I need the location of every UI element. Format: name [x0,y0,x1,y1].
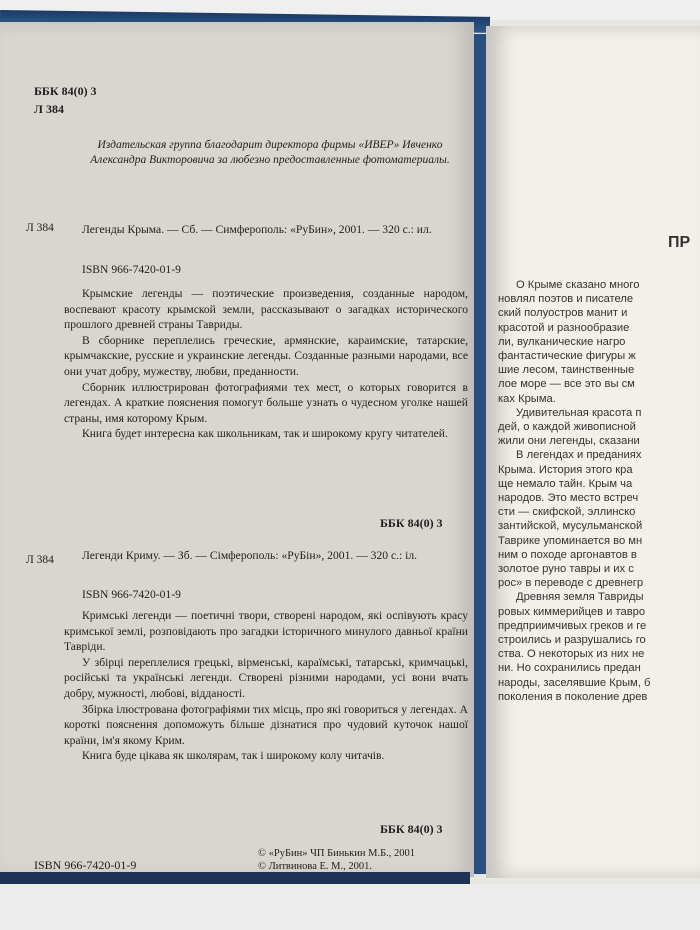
bbk-top: ББК 84(0) 3 [34,84,97,98]
ru-paragraph: В сборнике переплелись греческие, армянские, караимские, татарские, крымчакские, русские и украинские легенды. Созданные разными народами, все они учат добру, мужеству, любви, преданности. [64,333,468,378]
text-line: сти — скифской, эллинско [498,506,636,519]
text-line: фантастические фигуры ж [498,350,636,363]
background-bottom [0,884,700,930]
ua-paragraph: Кримські легенди — поетичні твори, створені народом, які оспівують красу кримської землі, розповідають про загадки історичного минулого давньої країни Тавріди. [64,609,468,654]
ru-paragraph: Книга будет интересна как школьникам, так и широкому кругу читателей. [82,427,448,441]
text-line: ли, вулканические нагро [498,335,626,348]
ua-annotation [64,608,468,764]
text-line: О Крыме сказано много [516,279,640,291]
ua-paragraph: У збірці переплелися грецькі, вірменські, караїмські, татарські, кримчацькі, російські та українські легенди. Створені різними народами, усі вони вчать добру, мужності, любові, вiдданості. [64,655,468,700]
text-line: Крыма. История этого кра [498,463,633,476]
text-line: золотое руно тавры и их с [498,563,634,576]
text-line: ках Крыма. [498,392,556,405]
copyright-line: © Литвинова Е. М., 2001. [258,860,372,872]
acknowledgment-note: Издательская группа благодарит директора фирмы «ИВЕР» Ивченко Александра Викторовича за любезно предоставленные фотоматериалы. [90,139,450,166]
text-line: В легендах и преданиях [516,449,642,462]
right-page-heading: ПР [668,234,691,251]
text-line: рос» в переводе с древнегр [498,577,644,590]
text-line: дей, о каждой живописной [498,421,636,434]
ru-isbn: ISBN 966-7420-01-9 [82,263,181,276]
text-line: ровых киммерийцев и тавро [498,605,646,618]
text-line: шие лесом, таинственные [498,364,635,377]
text-line: Древняя земля Тавриды [516,591,644,604]
text-line: жили они легенды, сказани [498,435,640,448]
ua-isbn: ISBN 966-7420-01-9 [82,588,181,601]
text-line: красотой и разнообразие [498,321,630,334]
ru-entry-code: Л 384 [26,222,54,234]
ua-entry-code: Л 384 [26,554,54,566]
ua-paragraph: Збірка ілюстрована фотографіями тих місць, про які говориться у легендах. А короткі пояснення допоможуть більше дізнатися про чудовий куточок нашої країни, ім'я якому Крим. [64,702,468,747]
text-line: зантийской, мусульманской [498,520,643,533]
ua-bbk: ББК 84(0) 3 [380,822,443,836]
text-line: поколения в поколение древ [498,690,648,703]
text-line: Удивительная красота п [516,406,642,419]
ua-paragraph: Книга буде цікава як школярам, так і широкому колу читачів. [82,749,385,763]
ru-bbk: ББК 84(0) 3 [380,516,443,530]
text-line: предприимчивых греков и ге [498,619,647,632]
ua-title-line: Легенди Криму. — Зб. — Сімферополь: «РуБін», 2001. — 320 с.: іл. [82,549,418,562]
text-line: строились и разрушались го [498,634,646,647]
right-page-text [498,278,650,704]
isbn-bottom: ISBN 966-7420-01-9 [34,858,137,872]
code-top: Л 384 [34,102,64,116]
text-line: народы, заселявшие Крым, б [498,676,651,689]
text-line: ства. О некоторых из них не [498,648,645,661]
text-line: народов. Это место встреч [498,492,639,505]
ru-annotation [64,286,468,442]
text-line: ним о походе аргонавтов в [498,548,637,561]
text-line: ни. Но сохранились предан [498,662,641,675]
right-page [486,26,700,878]
ru-paragraph: Сборник иллюстрирован фотографиями тех мест, о которых говорится в легендах. А краткие пояснения помогут больше узнать о чудесном уголке нашей страны, имя которому Крым. [64,380,468,425]
text-line: Таврике упоминается во мн [498,534,643,547]
text-line: ский полуостров манит и [498,307,628,320]
ru-title-line: Легенды Крыма. — Сб. — Симферополь: «РуБин», 2001. — 320 с.: ил. [82,223,432,236]
ru-paragraph: Крымские легенды — поэтические произведения, созданные народом, воспевают красоту крымской земли, рассказывают о загадках исторического прошлого древней страны Тавриды. [64,287,468,332]
copyright-line: © «РуБин» ЧП Бинькин М.Б., 2001 [258,848,416,859]
text-line: новлял поэтов и писателе [498,293,634,306]
text-line: ще немало тайн. Крым ча [498,477,633,490]
book-cover-bottom-edge [0,872,470,884]
text-line: лое море — все это вы см [498,378,635,391]
left-page [0,22,474,877]
